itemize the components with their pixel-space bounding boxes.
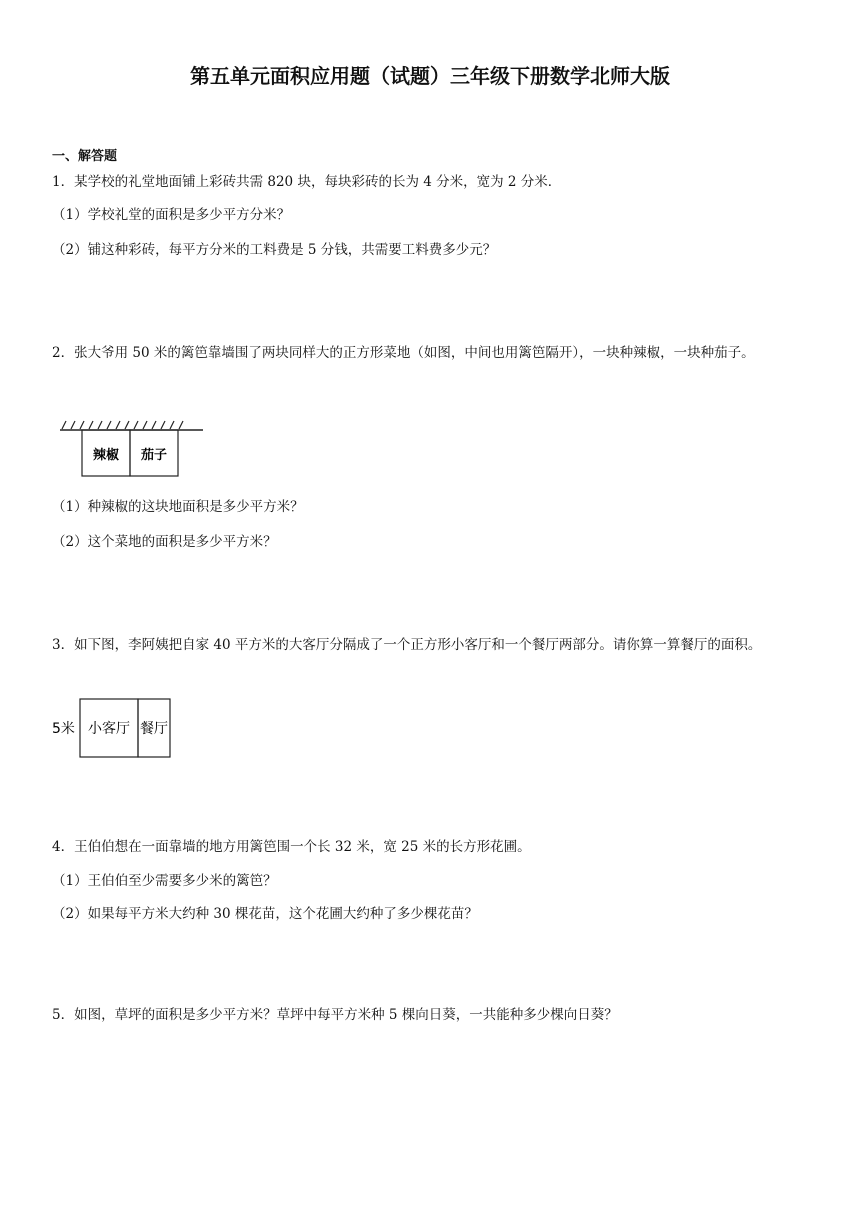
q1-stem: 1．某学校的礼堂地面铺上彩砖共需 820 块，每块彩砖的长为 4 分米，宽为 2 分米． [52,174,562,190]
q2-figure-label-right: 茄子 [140,448,168,463]
q2-part-1: （1）种辣椒的这块地面积是多少平方米？ [52,499,304,515]
q1-part-1: （1）学校礼堂的面积是多少平方分米？ [52,207,291,223]
q3-figure-side-label: 5米 [52,721,75,737]
section-heading: 一、解答题 [52,149,118,164]
q5-stem: 5．如图，草坪的面积是多少平方米？草坪中每平方米种 5 棵向日葵，一共能种多少棵向日葵？ [52,1007,618,1023]
q4-part-2: （2）如果每平方米大约种 30 棵花苗，这个花圃大约种了多少棵花苗？ [52,906,478,922]
q3-stem: 3．如下图，李阿姨把自家 40 平方米的大客厅分隔成了一个正方形小客厅和一个餐厅两部分。请你算一算餐厅的面积。 [52,637,762,653]
q2-figure-label-left: 辣椒 [92,448,120,463]
q4-stem: 4．王伯伯想在一面靠墙的地方用篱笆围一个长 32 米，宽 25 米的长方形花圃。 [52,839,531,855]
q3-figure-room1-label: 小客厅 [88,721,130,737]
q2-stem: 2．张大爷用 50 米的篱笆靠墙围了两块同样大的正方形菜地（如图，中间也用篱笆隔开），一块种辣椒，一块种茄子。 [52,345,755,361]
page-title: 第五单元面积应用题（试题）三年级下册数学北师大版 [190,64,670,88]
q1-part-2: （2）铺这种彩砖，每平方分米的工料费是 5 分钱，共需要工料费多少元？ [52,242,497,258]
q3-figure-room2-label: 餐厅 [140,721,168,737]
q2-figure [58,418,208,486]
q3-figure [50,697,180,763]
q2-part-2: （2）这个菜地的面积是多少平方米？ [52,534,277,550]
q4-part-1: （1）王伯伯至少需要多少米的篱笆？ [52,873,277,889]
